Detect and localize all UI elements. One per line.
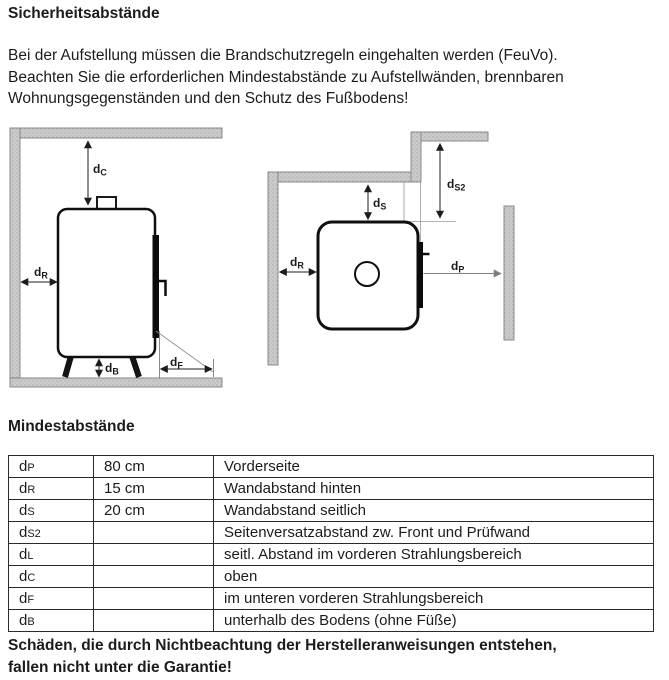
stove-leg (65, 356, 71, 377)
side-wall-top (268, 172, 421, 182)
dr-label: $d_R$ (290, 255, 304, 271)
intro-line: Bei der Aufstellung müssen die Brandschutzregeln eingehalten werden (FeuVo). (8, 47, 558, 64)
ceiling-wall (10, 128, 222, 138)
flue-outlet-icon (355, 262, 379, 286)
cell-value (94, 588, 214, 610)
table-row (9, 478, 654, 500)
cell-description: seitl. Abstand im vorderen Strahlungsbereich (214, 544, 654, 566)
cell-description: unterhalb des Bodens (ohne Füße) (214, 610, 654, 632)
flue-stub-icon (97, 197, 116, 209)
table-row (9, 456, 654, 478)
db-label: $d_B$ (105, 361, 119, 377)
cell-value (94, 544, 214, 566)
side-view-diagram (10, 128, 222, 387)
intro-line: Wohnungsgegenständen und den Schutz des Fußbodens! (8, 90, 409, 107)
floor (10, 378, 222, 387)
rear-wall-top (268, 172, 278, 365)
intro-line: Beachten Sie die erforderlichen Mindestabstände zu Aufstellwänden, brennbaren (8, 68, 564, 86)
df-label: $d_F$ (170, 355, 183, 371)
cell-value (94, 566, 214, 588)
installation-diagrams (0, 122, 669, 414)
cell-symbol: dS (9, 500, 94, 522)
page-title: Sicherheitsabstände (8, 5, 160, 22)
cell-description: Wandabstand seitlich (214, 500, 654, 522)
cell-description: Vorderseite (214, 456, 654, 478)
top-view-diagram (268, 132, 514, 365)
table-row (9, 566, 654, 588)
cell-value: 80 cm (94, 456, 214, 478)
min-distances-table (8, 455, 654, 632)
rear-wall (10, 128, 20, 378)
cell-symbol: dC (9, 566, 94, 588)
cell-symbol: dS2 (9, 522, 94, 544)
cell-description: oben (214, 566, 654, 588)
stove-door-side (153, 235, 160, 338)
dp-label: $d_P$ (451, 259, 465, 275)
offset-test-wall (411, 132, 488, 141)
table-title: Mindestabstände (8, 418, 135, 435)
warranty-warning (8, 635, 557, 678)
dc-label: $d_C$ (93, 162, 107, 178)
warning-line: fallen nicht unter die Garantie! (8, 658, 232, 676)
cell-symbol: dR (9, 478, 94, 500)
stove-body-side (58, 209, 155, 357)
cell-symbol: dL (9, 544, 94, 566)
table-row (9, 544, 654, 566)
cell-symbol: dB (9, 610, 94, 632)
table-row (9, 522, 654, 544)
cell-symbol: dF (9, 588, 94, 610)
cell-value (94, 522, 214, 544)
stove-door-top (417, 242, 424, 308)
table-row (9, 588, 654, 610)
dr-label: $d_R$ (34, 265, 48, 281)
cell-description: Wandabstand hinten (214, 478, 654, 500)
cell-value: 15 cm (94, 478, 214, 500)
offset-wall-connector (411, 132, 421, 182)
df-radiation-diagonal (156, 331, 213, 372)
front-test-wall (504, 206, 514, 340)
stove-leg (132, 356, 139, 377)
table-row (9, 610, 654, 632)
intro-paragraph (8, 45, 564, 110)
ds2-label: $d_{S2}$ (447, 177, 466, 193)
ds-label: $d_S$ (373, 196, 387, 212)
cell-description: im unteren vorderen Strahlungsbereich (214, 588, 654, 610)
cell-description: Seitenversatzabstand zw. Front und Prüfwand (214, 522, 654, 544)
cell-symbol: dP (9, 456, 94, 478)
table-row (9, 500, 654, 522)
warning-line: Schäden, die durch Nichtbeachtung der Herstelleranweisungen entstehen, (8, 637, 557, 654)
cell-value (94, 610, 214, 632)
cell-value: 20 cm (94, 500, 214, 522)
door-handle-icon (159, 281, 166, 296)
